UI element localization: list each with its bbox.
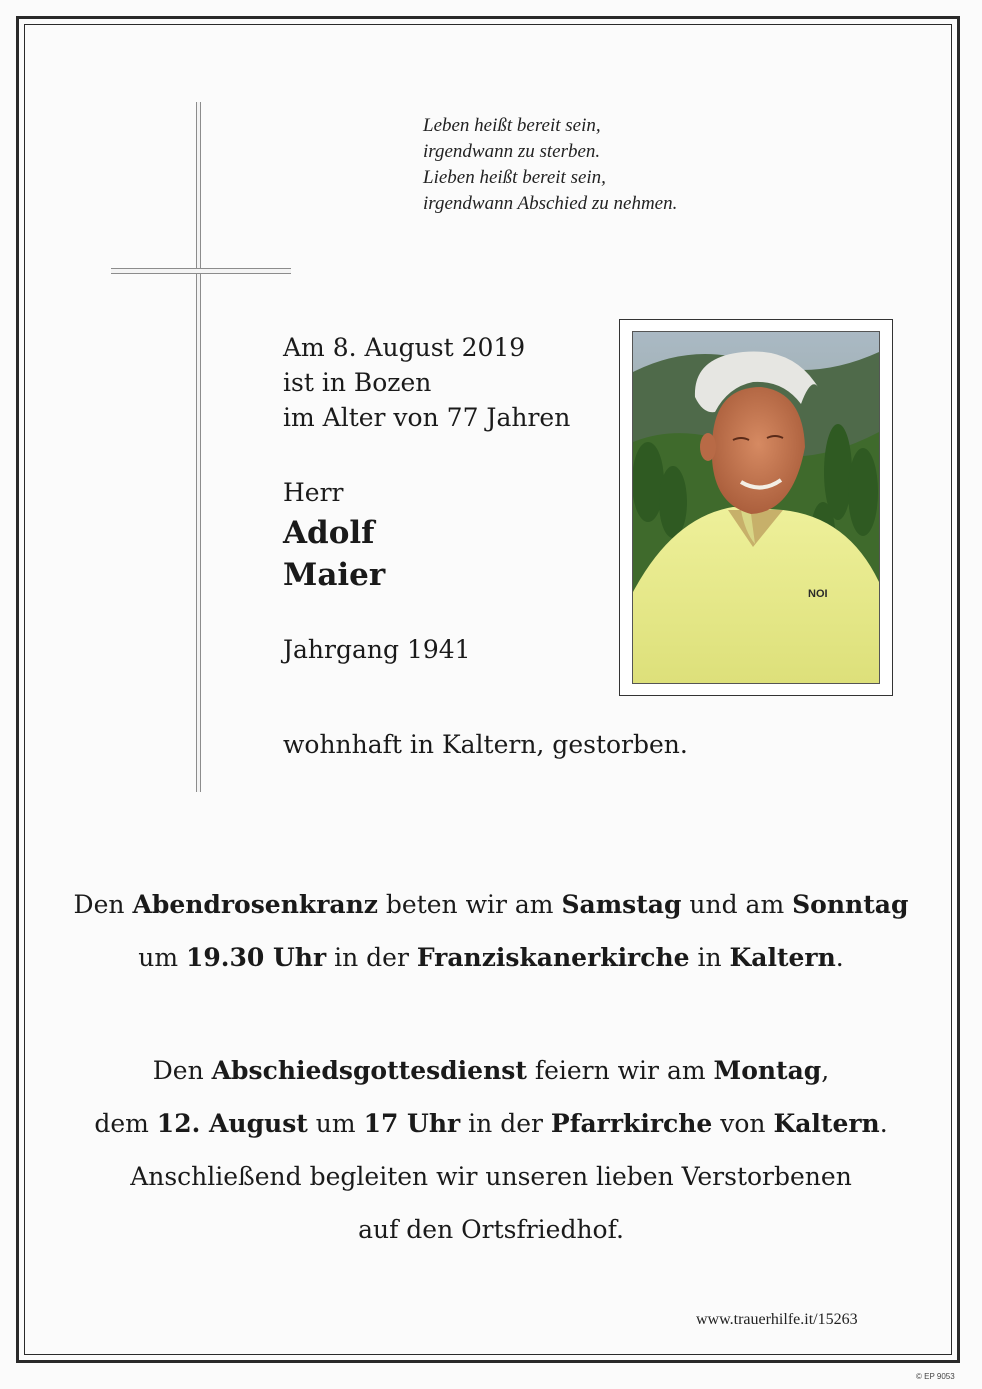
- funeral-church: Pfarrkirche: [550, 1109, 713, 1138]
- text-span: ,: [821, 1056, 830, 1085]
- funeral-line-3: Anschließend begleiten wir unseren lieben Verstorbenen: [130, 1162, 852, 1191]
- funeral-day: Montag: [713, 1056, 822, 1085]
- motto-line: Leben heißt bereit sein,: [423, 115, 601, 136]
- rosary-church: Franziskanerkirche: [416, 943, 690, 972]
- text-span: beten wir am: [377, 890, 562, 919]
- intro-line: ist in Bozen: [283, 368, 432, 397]
- portrait-photo: [632, 331, 880, 684]
- text-span: .: [835, 943, 844, 972]
- cross-icon-horizontal: [111, 268, 291, 274]
- funeral-term: Abschiedsgottesdienst: [211, 1056, 527, 1085]
- text-span: und am: [681, 890, 793, 919]
- funeral-line-1: [28, 1044, 954, 1097]
- salutation: Herr: [283, 478, 344, 507]
- text-span: Den: [152, 1056, 212, 1085]
- text-span: feiern wir am: [526, 1056, 714, 1085]
- intro-line: Am 8. August 2019: [283, 333, 526, 362]
- motto-line: irgendwann zu sterben.: [423, 141, 601, 162]
- deceased-name: [283, 512, 385, 596]
- funeral-date: 12. August: [156, 1109, 308, 1138]
- last-name: Maier: [283, 557, 386, 593]
- funeral-town: Kaltern: [773, 1109, 880, 1138]
- motto-verse: [423, 113, 803, 217]
- text-span: in: [689, 943, 730, 972]
- rosary-day-2: Sonntag: [792, 890, 909, 919]
- funeral-line-2: [28, 1097, 954, 1150]
- text-span: um: [307, 1109, 364, 1138]
- death-intro: [283, 330, 570, 435]
- birth-year: Jahrgang 1941: [283, 635, 471, 664]
- rosary-day-1: Samstag: [561, 890, 682, 919]
- residence-line: wohnhaft in Kaltern, gestorben.: [283, 730, 688, 759]
- first-name: Adolf: [283, 515, 375, 551]
- rosary-line-1: [28, 878, 954, 931]
- rosary-term: Abendrosenkranz: [132, 890, 378, 919]
- rosary-time: 19.30 Uhr: [186, 943, 327, 972]
- motto-line: irgendwann Abschied zu nehmen.: [423, 193, 678, 214]
- rosary-line-2: [28, 931, 954, 984]
- text-span: dem: [94, 1109, 157, 1138]
- rosary-town: Kaltern: [729, 943, 836, 972]
- text-span: Den: [73, 890, 133, 919]
- funeral-announcement: [28, 1044, 954, 1256]
- rosary-announcement: [28, 878, 954, 984]
- funeral-line-4: auf den Ortsfriedhof.: [358, 1215, 624, 1244]
- funeral-time: 17 Uhr: [363, 1109, 461, 1138]
- text-span: von: [712, 1109, 774, 1138]
- print-code: © EP 9053: [916, 1372, 955, 1381]
- motto-line: Lieben heißt bereit sein,: [423, 167, 606, 188]
- portrait-illustration: [633, 332, 879, 683]
- portrait-frame: [619, 319, 893, 696]
- text-span: .: [879, 1109, 888, 1138]
- intro-line: im Alter von 77 Jahren: [283, 403, 571, 432]
- text-span: in der: [326, 943, 417, 972]
- text-span: in der: [460, 1109, 551, 1138]
- svg-text:NOI: NOI: [808, 588, 828, 600]
- cross-icon-vertical: [196, 102, 201, 792]
- text-span: um: [138, 943, 187, 972]
- footer-link[interactable]: www.trauerhilfe.it/15263: [696, 1311, 858, 1328]
